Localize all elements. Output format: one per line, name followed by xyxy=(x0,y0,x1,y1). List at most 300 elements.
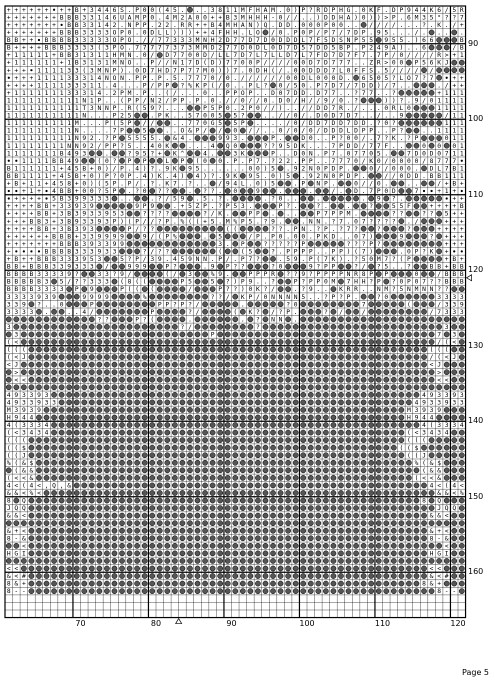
symbol-cell: ? xyxy=(158,218,162,225)
symbol-cell xyxy=(97,287,102,292)
symbol-cell xyxy=(104,528,109,533)
symbol-cell xyxy=(240,498,245,503)
symbol-cell xyxy=(240,438,245,443)
symbol-cell: / xyxy=(143,218,147,225)
symbol-cell: 2 xyxy=(279,158,283,165)
symbol-cell xyxy=(119,581,124,586)
symbol-cell xyxy=(97,362,102,367)
symbol-cell xyxy=(452,287,457,292)
symbol-cell xyxy=(202,422,207,427)
symbol-cell xyxy=(210,445,215,450)
symbol-cell xyxy=(399,498,404,503)
symbol-cell xyxy=(384,196,389,201)
symbol-cell: N xyxy=(75,143,79,150)
symbol-cell: 3 xyxy=(241,203,245,210)
symbol-cell xyxy=(406,392,411,397)
symbol-cell: 1 xyxy=(233,7,237,14)
symbol-cell: / xyxy=(218,128,222,135)
symbol-cell xyxy=(82,558,87,563)
symbol-cell xyxy=(44,589,49,594)
symbol-cell xyxy=(429,90,434,95)
symbol-cell: . xyxy=(415,181,419,188)
symbol-cell: ) xyxy=(264,165,268,172)
symbol-cell xyxy=(255,453,260,458)
symbol-cell xyxy=(67,332,72,337)
symbol-cell xyxy=(255,566,260,571)
symbol-cell: ( xyxy=(422,467,426,474)
symbol-cell: 4 xyxy=(7,399,11,406)
symbol-cell: 3 xyxy=(90,279,94,286)
symbol-cell xyxy=(278,279,283,284)
symbol-cell: J xyxy=(437,505,441,512)
symbol-cell xyxy=(150,490,155,495)
symbol-cell xyxy=(127,566,132,571)
symbol-cell xyxy=(59,566,64,571)
symbol-cell: B xyxy=(67,241,71,248)
symbol-cell: / xyxy=(316,97,320,104)
symbol-cell: 7 xyxy=(165,45,169,52)
symbol-cell: 1 xyxy=(105,60,109,67)
symbol-cell xyxy=(270,589,275,594)
symbol-cell xyxy=(391,566,396,571)
symbol-cell xyxy=(338,460,343,465)
symbol-cell xyxy=(195,339,200,344)
symbol-cell: 3 xyxy=(75,37,79,44)
symbol-cell: 0 xyxy=(430,97,434,104)
symbol-cell xyxy=(135,460,140,465)
symbol-cell xyxy=(301,362,306,367)
symbol-cell xyxy=(293,536,298,541)
symbol-cell xyxy=(112,551,117,556)
symbol-cell xyxy=(67,528,72,533)
symbol-cell xyxy=(89,505,94,510)
symbol-cell xyxy=(301,203,306,208)
symbol-cell xyxy=(263,362,268,367)
symbol-cell xyxy=(202,332,207,337)
symbol-cell: D xyxy=(332,128,336,135)
symbol-cell xyxy=(369,385,374,390)
symbol-cell: . xyxy=(347,256,351,263)
symbol-cell: & xyxy=(14,581,18,588)
symbol-cell xyxy=(150,347,155,352)
symbol-cell xyxy=(301,415,306,420)
symbol-cell xyxy=(384,324,389,329)
symbol-cell: 9 xyxy=(75,196,79,203)
symbol-cell xyxy=(202,294,207,299)
symbol-cell: / xyxy=(165,60,169,67)
symbol-cell: # xyxy=(445,573,449,580)
symbol-cell xyxy=(112,430,117,435)
symbol-cell: . xyxy=(407,45,411,52)
symbol-cell xyxy=(218,151,223,156)
symbol-cell: + xyxy=(22,75,26,82)
symbol-cell xyxy=(67,468,72,473)
symbol-cell xyxy=(89,158,94,163)
symbol-cell: . xyxy=(264,120,268,127)
symbol-cell xyxy=(195,370,200,375)
symbol-cell xyxy=(255,573,260,578)
symbol-cell: 7 xyxy=(422,279,426,286)
symbol-cell xyxy=(323,573,328,578)
symbol-cell: 7 xyxy=(181,45,185,52)
symbol-cell xyxy=(278,339,283,344)
symbol-cell: . xyxy=(218,97,222,104)
symbol-cell: 2 xyxy=(181,14,185,21)
symbol-cell: 5 xyxy=(218,233,222,240)
symbol-cell: I xyxy=(445,550,449,557)
symbol-cell xyxy=(127,400,132,405)
symbol-cell xyxy=(399,362,404,367)
symbol-cell: P xyxy=(135,316,139,323)
symbol-cell xyxy=(399,400,404,405)
symbol-cell xyxy=(286,460,291,465)
symbol-cell: 5 xyxy=(377,150,381,157)
symbol-cell xyxy=(308,181,313,186)
symbol-cell: ( xyxy=(7,475,11,482)
symbol-cell: 3 xyxy=(52,271,56,278)
symbol-cell: . xyxy=(445,30,449,37)
symbol-cell: B xyxy=(14,173,18,180)
symbol-cell xyxy=(384,490,389,495)
symbol-cell xyxy=(323,445,328,450)
symbol-cell xyxy=(233,271,238,276)
symbol-cell xyxy=(104,543,109,548)
symbol-cell: 7 xyxy=(188,120,192,127)
symbol-cell xyxy=(225,400,230,405)
symbol-cell: ? xyxy=(158,211,162,218)
symbol-cell: D xyxy=(211,45,215,52)
symbol-cell: 7 xyxy=(332,158,336,165)
symbol-cell: K xyxy=(339,286,343,293)
symbol-cell xyxy=(97,551,102,556)
symbol-cell xyxy=(361,566,366,571)
symbol-cell xyxy=(67,377,72,382)
symbol-cell xyxy=(406,370,411,375)
symbol-cell: ? xyxy=(75,279,79,286)
symbol-cell xyxy=(180,422,185,427)
symbol-cell: . xyxy=(120,22,124,29)
symbol-cell xyxy=(97,543,102,548)
symbol-cell xyxy=(225,460,230,465)
symbol-cell: 1 xyxy=(52,75,56,82)
symbol-cell xyxy=(263,151,268,156)
symbol-cell xyxy=(437,234,442,239)
symbol-cell: . xyxy=(203,143,207,150)
symbol-cell: + xyxy=(52,218,56,225)
symbol-cell: P xyxy=(271,233,275,240)
symbol-cell: M xyxy=(7,407,11,414)
symbol-cell xyxy=(127,589,132,594)
symbol-cell: ? xyxy=(294,271,298,278)
symbol-cell: B xyxy=(75,60,79,67)
symbol-cell: ? xyxy=(286,301,290,308)
symbol-cell xyxy=(376,98,381,103)
symbol-cell xyxy=(157,430,162,435)
symbol-cell xyxy=(323,460,328,465)
symbol-cell xyxy=(323,302,328,307)
symbol-cell xyxy=(391,377,396,382)
symbol-cell: 3 xyxy=(60,256,64,263)
symbol-cell: 3 xyxy=(415,407,419,414)
symbol-cell xyxy=(195,136,200,141)
symbol-cell: P xyxy=(248,211,252,218)
symbol-cell xyxy=(225,521,230,526)
symbol-cell xyxy=(248,226,253,231)
symbol-cell: 3 xyxy=(105,45,109,52)
symbol-cell xyxy=(218,354,223,359)
symbol-cell: ) xyxy=(279,173,283,180)
symbol-cell xyxy=(225,528,230,533)
symbol-cell xyxy=(112,528,117,533)
symbol-cell: M xyxy=(75,120,79,127)
symbol-cell xyxy=(23,250,25,252)
symbol-cell: F xyxy=(316,37,320,44)
symbol-cell xyxy=(263,468,268,473)
symbol-cell: 0 xyxy=(324,279,328,286)
symbol-cell xyxy=(248,362,253,367)
symbol-cell: 3 xyxy=(105,241,109,248)
symbol-cell xyxy=(361,460,366,465)
symbol-cell xyxy=(8,77,10,79)
symbol-cell: 0 xyxy=(415,271,419,278)
symbol-cell xyxy=(384,415,389,420)
symbol-cell: 1 xyxy=(14,120,18,127)
symbol-cell: B xyxy=(22,279,26,286)
symbol-cell xyxy=(112,324,117,329)
symbol-cell xyxy=(157,475,162,480)
symbol-cell xyxy=(446,77,448,79)
symbol-cell xyxy=(459,581,464,586)
symbol-cell: < xyxy=(422,475,426,482)
symbol-cell xyxy=(414,513,419,518)
symbol-cell: + xyxy=(430,203,434,210)
symbol-cell: P xyxy=(256,271,260,278)
symbol-cell: 4 xyxy=(30,483,34,490)
symbol-cell: ? xyxy=(233,286,237,293)
symbol-cell: / xyxy=(271,309,275,316)
symbol-cell: . xyxy=(415,22,419,29)
symbol-cell xyxy=(135,430,140,435)
symbol-cell xyxy=(112,317,117,322)
symbol-cell xyxy=(255,203,260,208)
symbol-cell: 9 xyxy=(384,45,388,52)
symbol-cell: D xyxy=(354,188,358,195)
symbol-cell xyxy=(338,264,343,269)
symbol-cell: 7 xyxy=(233,52,237,59)
symbol-cell: D xyxy=(332,233,336,240)
symbol-cell: 1 xyxy=(75,113,79,120)
symbol-cell: L xyxy=(158,30,162,37)
symbol-cell: 9 xyxy=(82,143,86,150)
symbol-cell: 3 xyxy=(437,392,441,399)
symbol-cell: ? xyxy=(392,90,396,97)
symbol-cell xyxy=(135,468,140,473)
symbol-cell: & xyxy=(437,490,441,497)
symbol-cell xyxy=(127,211,132,216)
symbol-cell xyxy=(44,332,49,337)
symbol-cell xyxy=(369,513,374,518)
symbol-cell xyxy=(278,521,283,526)
symbol-cell xyxy=(293,219,298,224)
symbol-cell xyxy=(157,158,162,163)
symbol-cell xyxy=(74,483,79,488)
symbol-cell: 8 xyxy=(128,279,132,286)
symbol-cell xyxy=(369,370,374,375)
symbol-cell: 3 xyxy=(60,286,64,293)
symbol-cell: 0 xyxy=(211,75,215,82)
symbol-cell xyxy=(376,354,381,359)
symbol-cell xyxy=(376,558,381,563)
symbol-cell xyxy=(150,566,155,571)
symbol-cell xyxy=(97,536,102,541)
symbol-cell xyxy=(104,589,109,594)
symbol-cell: P xyxy=(256,211,260,218)
symbol-cell: / xyxy=(445,113,449,120)
symbol-cell xyxy=(187,354,192,359)
symbol-cell: D xyxy=(369,82,373,89)
symbol-cell: 7 xyxy=(332,30,336,37)
symbol-cell: P xyxy=(362,45,366,52)
symbol-cell: P xyxy=(309,279,313,286)
symbol-cell xyxy=(142,505,147,510)
symbol-cell: ( xyxy=(226,226,230,233)
symbol-cell xyxy=(286,279,291,284)
symbol-cell xyxy=(135,211,140,216)
symbol-cell xyxy=(406,422,411,427)
symbol-cell xyxy=(270,407,275,412)
symbol-cell: A xyxy=(264,7,268,14)
symbol-cell: P xyxy=(226,90,230,97)
symbol-cell xyxy=(361,536,366,541)
symbol-cell: 9 xyxy=(14,415,18,422)
symbol-cell xyxy=(444,460,449,465)
symbol-cell: . xyxy=(339,150,343,157)
symbol-cell: P xyxy=(354,37,358,44)
symbol-cell: ) xyxy=(256,22,260,29)
symbol-cell: 9 xyxy=(226,135,230,142)
symbol-cell xyxy=(459,287,464,292)
symbol-cell: 1 xyxy=(14,60,18,67)
symbol-cell xyxy=(165,558,170,563)
symbol-cell xyxy=(240,226,245,231)
symbol-cell xyxy=(248,400,253,405)
symbol-cell: P xyxy=(128,173,132,180)
symbol-cell xyxy=(255,551,260,556)
symbol-cell xyxy=(187,226,192,231)
symbol-cell xyxy=(263,513,268,518)
symbol-cell: . xyxy=(377,90,381,97)
symbol-cell: 5 xyxy=(67,173,71,180)
symbol-cell: P xyxy=(105,120,109,127)
symbol-cell xyxy=(278,407,283,412)
symbol-cell xyxy=(142,566,147,571)
symbol-cell: B xyxy=(60,188,64,195)
symbol-cell: . xyxy=(279,7,283,14)
symbol-cell xyxy=(82,354,87,359)
symbol-cell xyxy=(44,453,49,458)
symbol-cell: . xyxy=(75,309,79,316)
symbol-cell: N xyxy=(309,218,313,225)
symbol-cell xyxy=(157,528,162,533)
symbol-cell: Q xyxy=(226,143,230,150)
symbol-cell xyxy=(150,354,155,359)
symbol-cell xyxy=(286,589,291,594)
symbol-cell xyxy=(67,490,72,495)
symbol-cell: 4 xyxy=(430,415,434,422)
symbol-cell xyxy=(172,370,177,375)
symbol-cell: + xyxy=(75,188,79,195)
symbol-cell: B xyxy=(60,30,64,37)
symbol-cell xyxy=(225,362,230,367)
symbol-cell xyxy=(406,513,411,518)
symbol-cell xyxy=(172,385,177,390)
symbol-cell xyxy=(82,543,87,548)
symbol-cell: N xyxy=(128,52,132,59)
symbol-cell xyxy=(142,332,147,337)
symbol-cell xyxy=(82,505,87,510)
symbol-cell xyxy=(338,453,343,458)
symbol-cell: ? xyxy=(241,264,245,271)
symbol-cell xyxy=(97,573,102,578)
symbol-cell xyxy=(446,197,448,199)
symbol-cell xyxy=(353,324,358,329)
symbol-cell xyxy=(29,513,34,518)
symbol-cell xyxy=(225,415,230,420)
symbol-cell: 1 xyxy=(30,113,34,120)
symbol-cell: . xyxy=(241,158,245,165)
symbol-cell xyxy=(437,438,442,443)
symbol-cell: 0 xyxy=(241,60,245,67)
symbol-cell xyxy=(202,400,207,405)
symbol-cell xyxy=(453,250,455,252)
symbol-cell xyxy=(452,362,457,367)
symbol-cell: ^ xyxy=(181,150,185,157)
symbol-cell: ) xyxy=(143,165,147,172)
symbol-cell xyxy=(353,475,358,480)
symbol-cell: 1 xyxy=(30,165,34,172)
symbol-cell: 1 xyxy=(45,105,49,112)
symbol-cell: ) xyxy=(354,14,358,21)
symbol-cell xyxy=(286,264,291,269)
symbol-cell: 7 xyxy=(324,82,328,89)
symbol-cell xyxy=(225,513,230,518)
symbol-cell: 9 xyxy=(97,248,101,255)
symbol-cell xyxy=(323,505,328,510)
symbol-cell: N xyxy=(279,294,283,301)
symbol-cell: M xyxy=(203,67,207,74)
symbol-cell: < xyxy=(452,490,456,497)
symbol-cell xyxy=(59,536,64,541)
symbol-cell xyxy=(187,158,192,163)
symbol-cell xyxy=(112,422,117,427)
symbol-cell xyxy=(338,400,343,405)
symbol-cell xyxy=(233,392,238,397)
symbol-cell xyxy=(218,581,223,586)
symbol-cell xyxy=(240,377,245,382)
symbol-cell xyxy=(444,407,449,412)
symbol-cell xyxy=(437,136,442,141)
symbol-cell: / xyxy=(286,120,290,127)
symbol-cell xyxy=(414,309,419,314)
symbol-cell xyxy=(414,573,419,578)
symbol-cell: 3 xyxy=(30,399,34,406)
symbol-cell xyxy=(421,339,426,344)
symbol-cell xyxy=(233,302,238,307)
symbol-cell xyxy=(233,573,238,578)
symbol-cell: 3 xyxy=(105,248,109,255)
symbol-cell xyxy=(67,294,72,299)
symbol-cell xyxy=(6,377,11,382)
